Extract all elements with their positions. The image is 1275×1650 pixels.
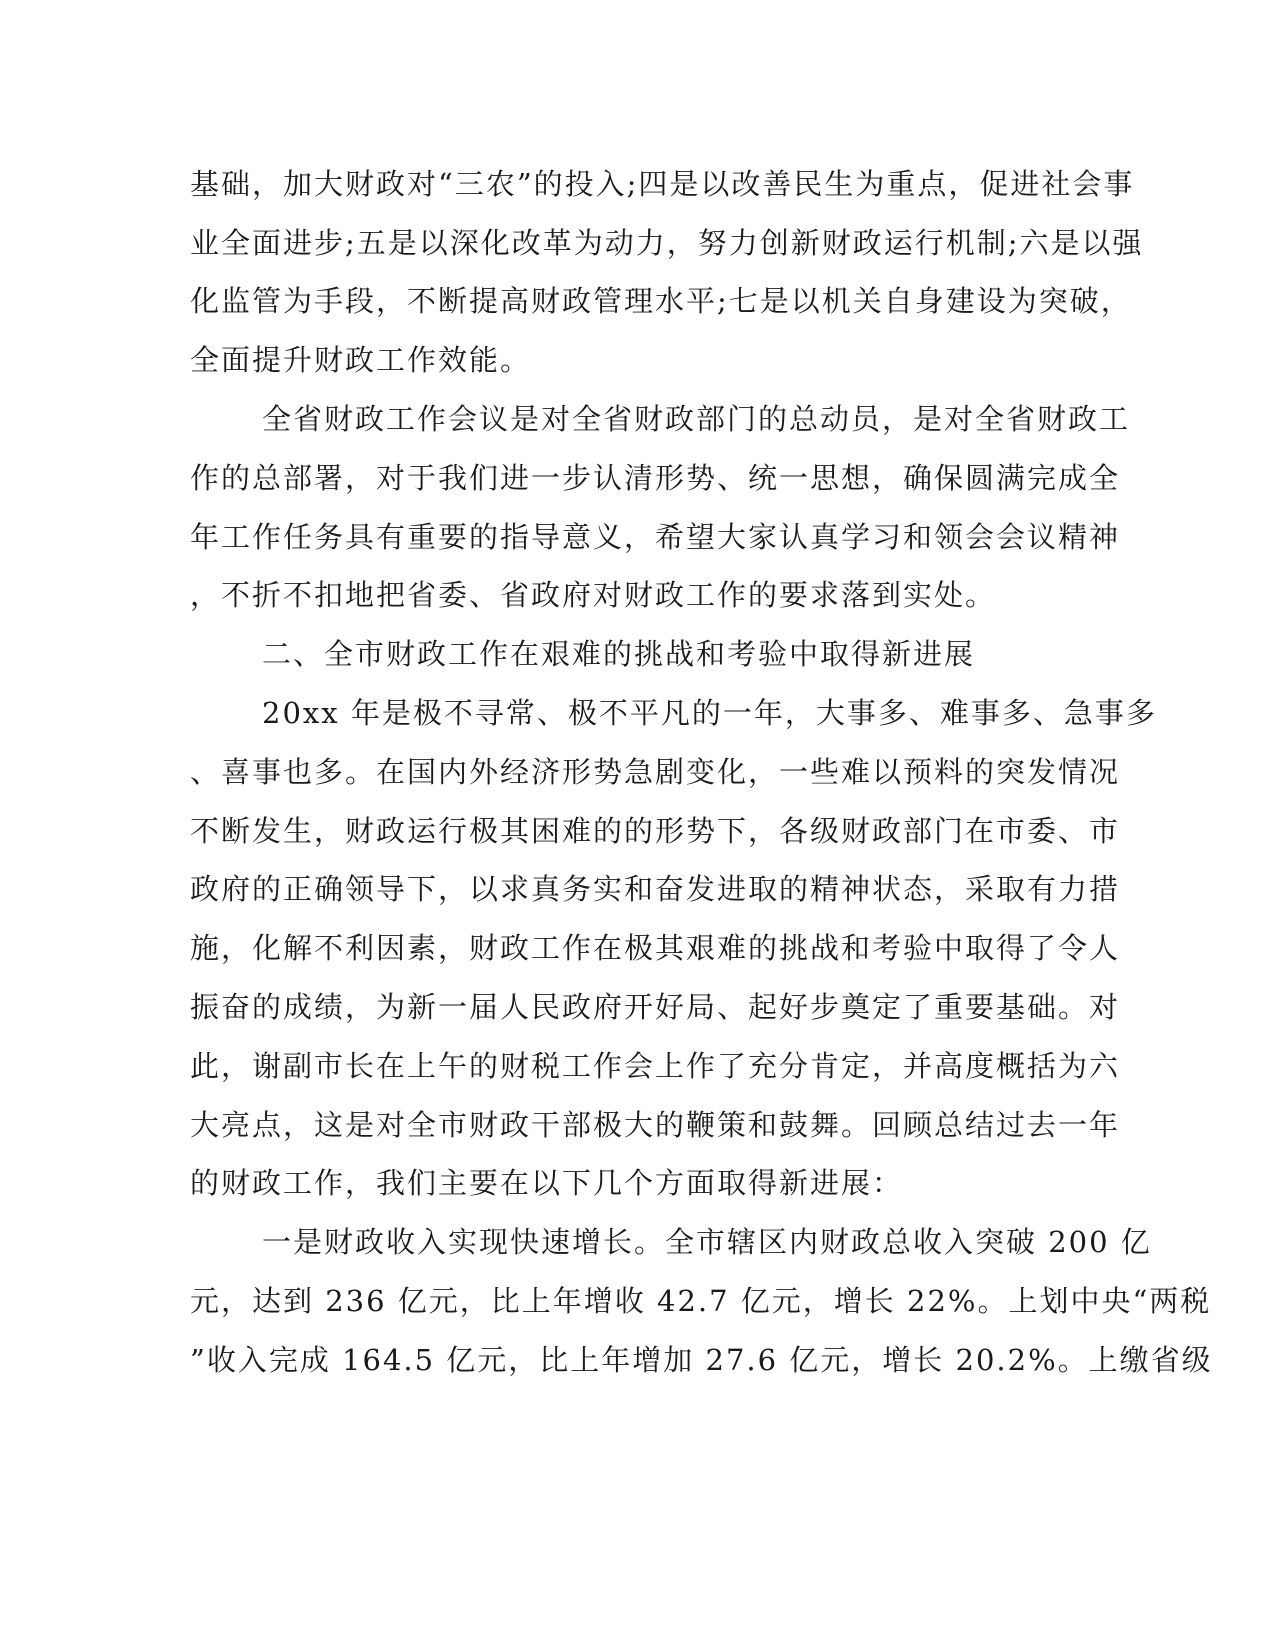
text-line: 施，化解不利因素，财政工作在极其艰难的挑战和考验中取得了令人	[190, 931, 1121, 965]
paragraph-first-line: 一是财政收入实现快速增长。全市辖区内财政总收入突破 200 亿	[262, 1225, 1152, 1259]
text-line: 的财政工作，我们主要在以下几个方面取得新进展：	[190, 1166, 904, 1200]
text-line: 全面提升财政工作效能。	[190, 343, 532, 377]
text-line: 、喜事也多。在国内外经济形势急剧变化，一些难以预料的突发情况	[190, 755, 1121, 789]
section-heading: 二、全市财政工作在艰难的挑战和考验中取得新进展	[262, 637, 976, 671]
text-line: 化监管为手段，不断提高财政管理水平;七是以机关自身建设为突破，	[190, 284, 1132, 318]
text-line: ”收入完成 164.5 亿元，比上年增加 27.6 亿元，增长 20.2%。上缴省级	[190, 1343, 1213, 1377]
paragraph-first-line: 全省财政工作会议是对全省财政部门的总动员，是对全省财政工	[262, 402, 1131, 436]
text-line: 大亮点，这是对全市财政干部极大的鞭策和鼓舞。回顾总结过去一年	[190, 1108, 1121, 1142]
text-line: 基础，加大财政对“三农”的投入;四是以改善民生为重点，促进社会事	[190, 167, 1135, 201]
text-line: 年工作任务具有重要的指导意义，希望大家认真学习和领会会议精神	[190, 520, 1121, 554]
paragraph-first-line: 20xx 年是极不寻常、极不平凡的一年，大事多、难事多、急事多	[262, 696, 1157, 730]
text-line: 政府的正确领导下，以求真务实和奋发进取的精神状态，采取有力措	[190, 872, 1121, 906]
text-line: 此，谢副市长在上午的财税工作会上作了充分肯定，并高度概括为六	[190, 1049, 1121, 1083]
text-line: 元，达到 236 亿元，比上年增收 42.7 亿元，增长 22%。上划中央“两税	[190, 1284, 1212, 1318]
text-line: ，不折不扣地把省委、省政府对财政工作的要求落到实处。	[190, 578, 997, 612]
text-line: 业全面进步;五是以深化改革为动力，努力创新财政运行机制;六是以强	[190, 226, 1144, 260]
text-line: 作的总部署，对于我们进一步认清形势、统一思想，确保圆满完成全	[190, 461, 1121, 495]
text-line: 不断发生，财政运行极其困难的的形势下，各级财政部门在市委、市	[190, 814, 1121, 848]
text-line: 振奋的成绩，为新一届人民政府开好局、起好步奠定了重要基础。对	[190, 990, 1121, 1024]
